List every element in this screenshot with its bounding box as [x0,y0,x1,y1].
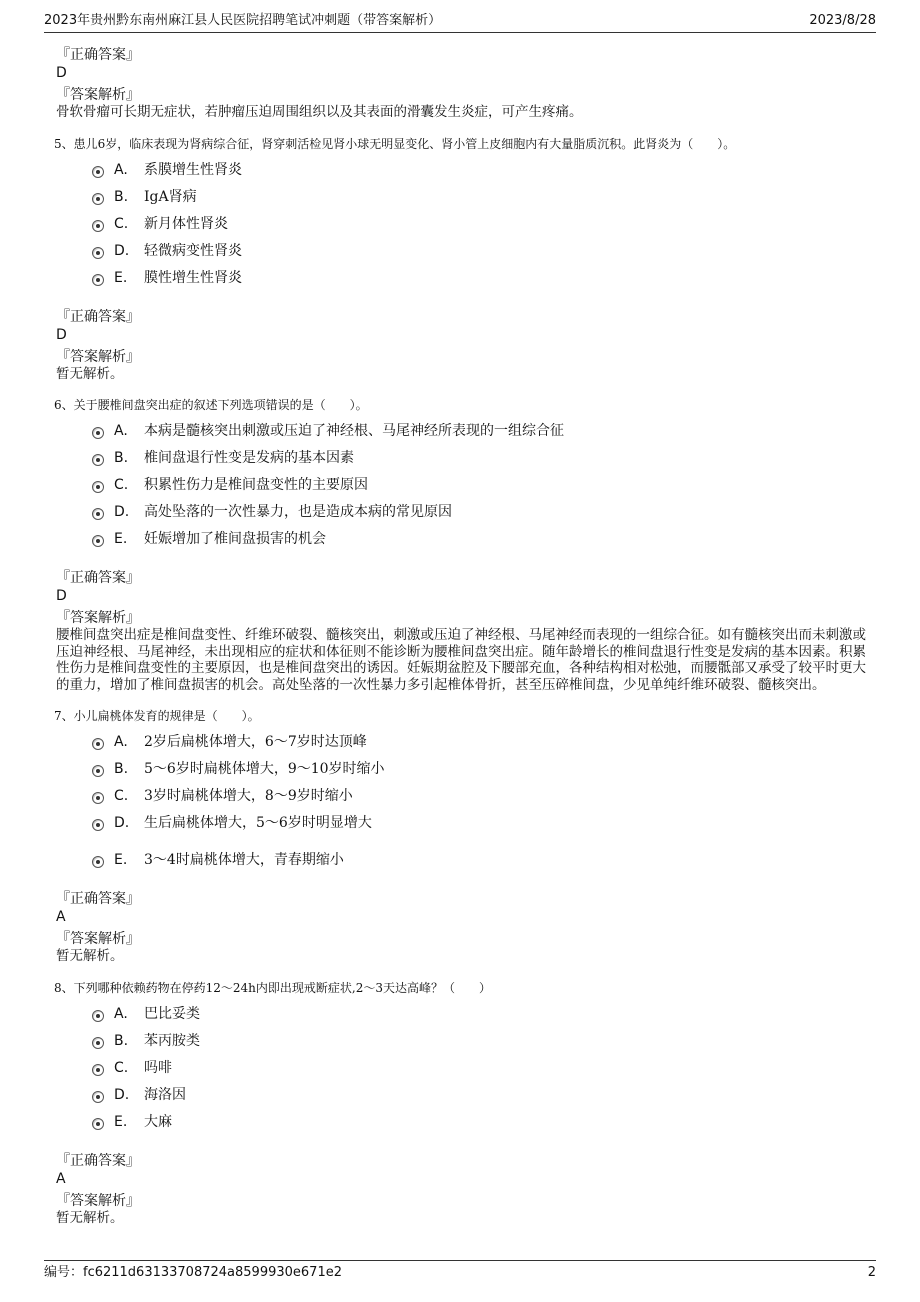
radio-icon[interactable] [92,856,104,868]
option-c[interactable] [92,472,866,499]
option-text: 新月体性肾炎 [144,215,228,232]
correct-answer-label: 『正确答案』 [56,47,140,63]
radio-icon[interactable] [92,166,104,178]
option-a[interactable] [92,157,866,184]
option-text: IgA肾病 [144,188,197,205]
question-6 [54,396,866,693]
option-letter: E. [114,1113,128,1130]
radio-icon[interactable] [92,1118,104,1130]
question-stem: 8、下列哪种依赖药物在停药12～24h内即出现戒断症状,2～3天达高峰？（ ） [54,980,491,995]
option-letter: D. [114,504,130,520]
option-d[interactable] [92,1082,866,1109]
answer-block [54,890,866,965]
analysis-text: 腰椎间盘突出症是椎间盘变性、纤维环破裂、髓核突出，刺激或压迫了神经根、马尾神经而表现的一组综合征。如有髓核突出而未刺激或压迫神经根、马尾神经，未出现相应的症状和体征则不能诊断为腰椎间盘突出症。随年龄增长的椎间盘退行性变是发病的基本因素。积累性伤力是椎间盘变性的主要原因，也是椎间盘突出的诱因。妊娠期盆腔及下腰部充血，各种结构相对松弛，而腰骶部又承受了较平时更大的重力，增加了椎间盘损害的机会。高处坠落的一次性暴力多引起椎体骨折，甚至压碎椎间盘，少见单纯纤维环破裂、髓核突出。 [56,627,866,693]
option-c[interactable] [92,211,866,238]
option-text: 膜性增生性肾炎 [144,269,242,286]
page-number: 2 [867,1265,876,1280]
analysis-text: 骨软骨瘤可长期无症状，若肿瘤压迫周围组织以及其表面的滑囊发生炎症，可产生疼痛。 [56,104,583,120]
correct-answer-value: D [56,65,67,81]
correct-answer-label: 『正确答案』 [56,570,140,586]
correct-answer-value: A [56,909,66,925]
radio-icon[interactable] [92,1064,104,1076]
option-letter: C. [114,215,129,232]
document-serial: 编号：fc6211d63133708724a8599930e671e2 [44,1265,342,1280]
analysis-text: 暂无解析。 [56,365,124,382]
option-text: 椎间盘退行性变是发病的基本因素 [144,450,354,466]
option-list [92,157,866,292]
analysis-label: 『答案解析』 [56,931,140,947]
radio-icon[interactable] [92,193,104,205]
option-list [92,1001,866,1136]
option-text: 本病是髓核突出刺激或压迫了神经根、马尾神经所表现的一组综合征 [144,423,564,439]
question-5 [54,135,866,383]
radio-icon[interactable] [92,738,104,750]
page-content [54,46,866,1226]
option-e[interactable] [92,265,866,292]
option-text: 高处坠落的一次性暴力，也是造成本病的常见原因 [144,504,452,520]
answer-block [54,569,866,693]
option-letter: C. [114,1059,129,1076]
option-letter: E. [114,269,128,286]
option-list [92,418,866,553]
radio-icon[interactable] [92,454,104,466]
option-letter: B. [114,761,129,777]
option-d[interactable] [92,499,866,526]
question-stem: 7、小儿扁桃体发育的规律是（ ）。 [54,709,260,723]
option-letter: A. [114,161,128,178]
option-text: 苯丙胺类 [144,1032,200,1049]
radio-icon[interactable] [92,535,104,547]
option-letter: A. [114,1005,128,1022]
radio-icon[interactable] [92,508,104,520]
option-letter: E. [114,852,128,868]
option-text: 系膜增生性肾炎 [144,161,242,178]
analysis-label: 『答案解析』 [56,87,140,103]
question-7 [54,707,866,965]
option-letter: B. [114,188,129,205]
option-letter: D. [114,242,130,259]
option-text: 吗啡 [144,1059,172,1076]
option-letter: B. [114,1032,129,1049]
radio-icon[interactable] [92,274,104,286]
option-d[interactable] [92,810,866,837]
option-b[interactable] [92,1028,866,1055]
radio-icon[interactable] [92,792,104,804]
option-c[interactable] [92,1055,866,1082]
option-text: 海洛因 [144,1086,186,1103]
option-a[interactable] [92,729,866,756]
option-text: 大麻 [144,1113,172,1130]
radio-icon[interactable] [92,220,104,232]
option-text: 积累性伤力是椎间盘变性的主要原因 [144,477,368,493]
option-text: 生后扁桃体增大，5～6岁时明显增大 [144,815,372,831]
option-e[interactable] [92,847,866,874]
correct-answer-label: 『正确答案』 [56,891,140,907]
option-letter: A. [114,423,128,439]
option-letter: D. [114,1086,130,1103]
option-letter: C. [114,477,129,493]
analysis-label: 『答案解析』 [56,1192,140,1209]
question-stem: 6、关于腰椎间盘突出症的叙述下列选项错误的是（ ）。 [54,398,368,412]
option-text: 妊娠增加了椎间盘损害的机会 [144,531,326,547]
option-text: 3～4时扁桃体增大，青春期缩小 [144,852,344,868]
correct-answer-value: D [56,326,67,343]
analysis-text: 暂无解析。 [56,948,124,964]
radio-icon[interactable] [92,1010,104,1022]
correct-answer-value: D [56,588,67,604]
option-text: 轻微病变性肾炎 [144,242,242,259]
option-letter: C. [114,788,129,804]
option-list [92,729,866,874]
correct-answer-label: 『正确答案』 [56,1152,140,1169]
radio-icon[interactable] [92,427,104,439]
page-footer [44,1260,876,1281]
option-text: 5～6岁时扁桃体增大，9～10岁时缩小 [144,761,385,777]
correct-answer-label: 『正确答案』 [56,308,140,325]
option-text: 2岁后扁桃体增大，6～7岁时达顶峰 [144,734,367,750]
option-e[interactable] [92,526,866,553]
option-letter: D. [114,815,130,831]
document-title: 2023年贵州黔东南州麻江县人民医院招聘笔试冲刺题（带答案解析） [44,13,442,28]
page-header [44,12,876,33]
option-b[interactable] [92,184,866,211]
question-8 [54,979,866,1227]
option-text: 巴比妥类 [144,1005,200,1022]
analysis-label: 『答案解析』 [56,610,140,626]
radio-icon[interactable] [92,1091,104,1103]
option-letter: A. [114,734,128,750]
radio-icon[interactable] [92,1037,104,1049]
answer-block [54,1152,866,1227]
correct-answer-value: A [56,1170,66,1187]
answer-block-q4 [54,46,866,121]
option-c[interactable] [92,783,866,810]
option-a[interactable] [92,418,866,445]
option-b[interactable] [92,756,866,783]
option-letter: B. [114,450,129,466]
option-b[interactable] [92,445,866,472]
analysis-label: 『答案解析』 [56,348,140,365]
document-date: 2023/8/28 [809,13,876,28]
answer-block [54,308,866,383]
option-e[interactable] [92,1109,866,1136]
radio-icon[interactable] [92,481,104,493]
question-stem: 5、患儿6岁，临床表现为肾病综合征，肾穿刺活检见肾小球无明显变化、肾小管上皮细胞内有大量脂质沉积。此肾炎为（ ）。 [54,136,736,151]
option-a[interactable] [92,1001,866,1028]
radio-icon[interactable] [92,819,104,831]
radio-icon[interactable] [92,247,104,259]
option-letter: E. [114,531,128,547]
option-text: 3岁时扁桃体增大，8～9岁时缩小 [144,788,353,804]
radio-icon[interactable] [92,765,104,777]
analysis-text: 暂无解析。 [56,1209,124,1226]
option-d[interactable] [92,238,866,265]
